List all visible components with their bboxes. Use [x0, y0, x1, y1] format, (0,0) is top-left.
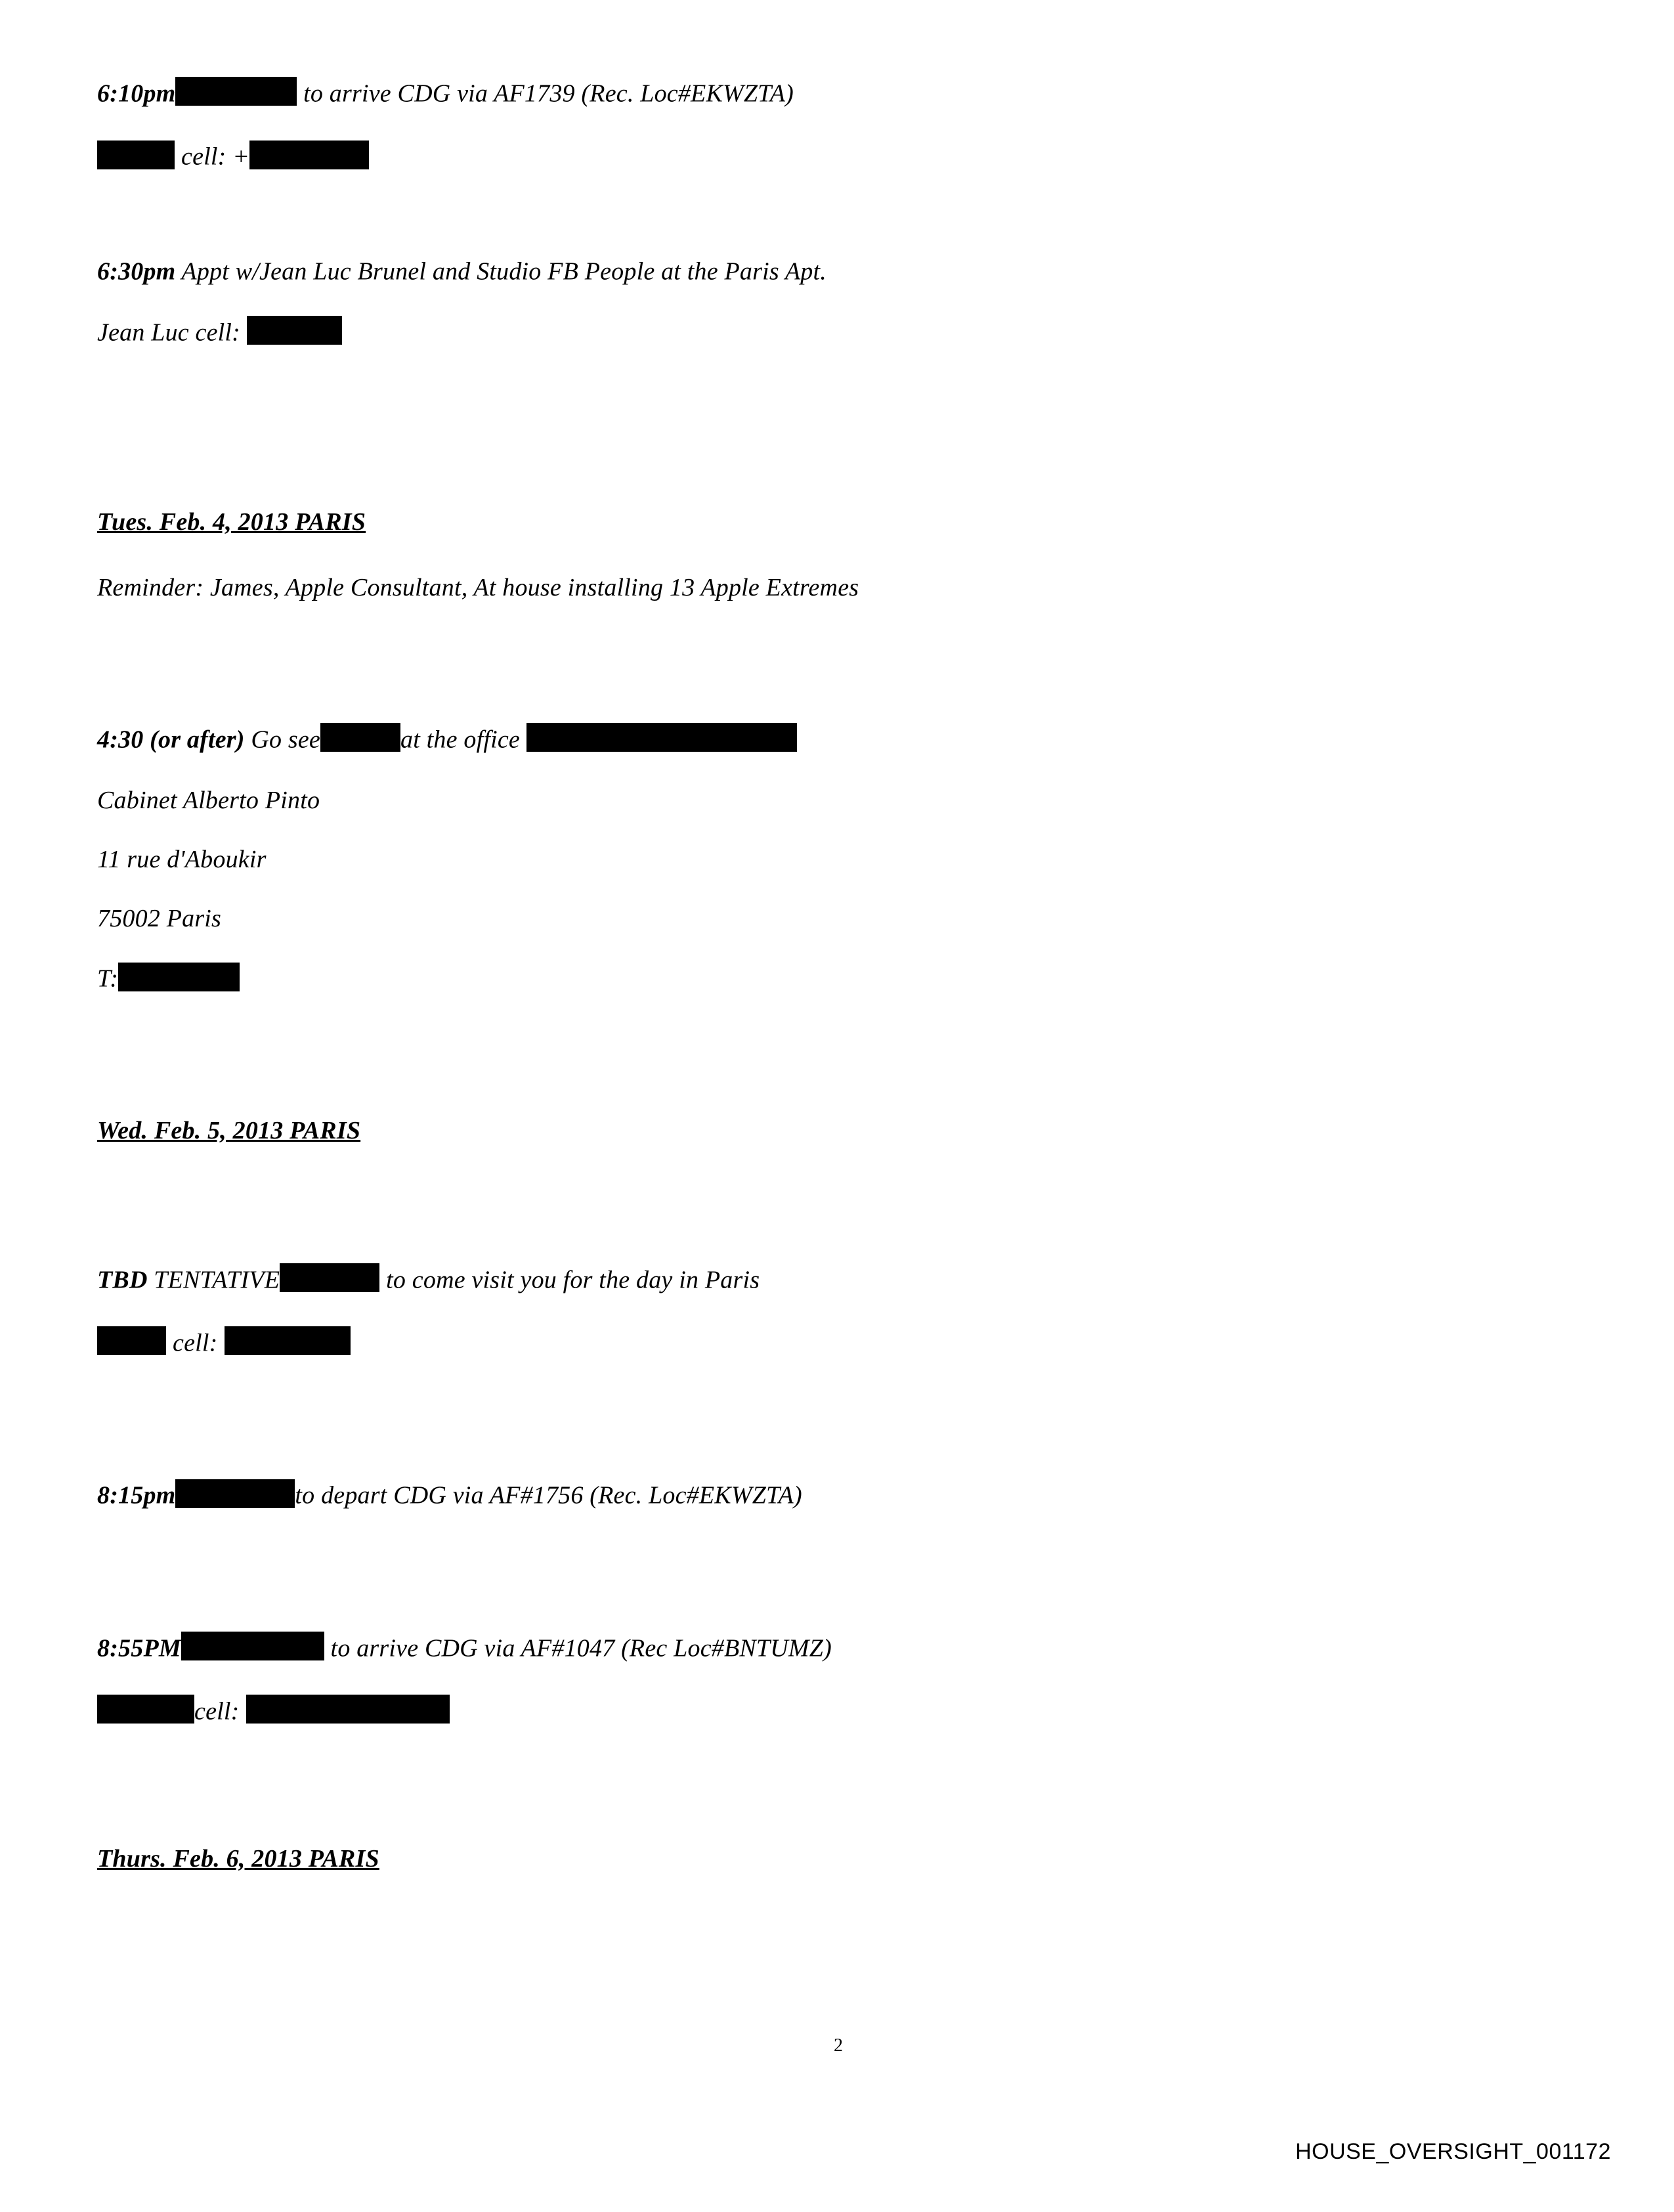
entry-jean-luc-cell — [97, 318, 1541, 347]
redaction-bar — [320, 723, 400, 752]
office-phone — [97, 964, 1541, 993]
date-heading-label: Tues. Feb. 4, 2013 PARIS — [97, 508, 366, 536]
date-heading-label: Wed. Feb. 5, 2013 PARIS — [97, 1116, 361, 1144]
redaction-bar — [181, 1632, 324, 1660]
reminder-line — [97, 575, 1541, 600]
entry-text-mid: Go see — [244, 726, 320, 754]
entry-tbd-cell — [97, 1328, 1541, 1357]
cell-label: Jean Luc cell: — [97, 318, 241, 347]
entry-text: to arrive CDG via AF1739 (Rec. Loc#EKWZTA) — [297, 79, 794, 108]
entry-time: 4:30 (or after) — [97, 726, 245, 754]
entry-8-15pm — [97, 1481, 1541, 1509]
address-text: Cabinet Alberto Pinto — [97, 787, 320, 815]
address-text: 75002 Paris — [97, 905, 222, 933]
heading-tuesday — [97, 510, 1541, 534]
entry-text-after: at the office — [400, 726, 520, 754]
redaction-bar — [225, 1326, 351, 1355]
date-heading-label: Thurs. Feb. 6, 2013 PARIS — [97, 1845, 379, 1873]
heading-thursday — [97, 1846, 1541, 1871]
entry-text: to arrive CDG via AF#1047 (Rec Loc#BNTUMZ) — [324, 1634, 832, 1662]
entry-time: 6:10pm — [97, 79, 176, 108]
entry-time: 8:15pm — [97, 1481, 176, 1509]
address-line-2 — [97, 847, 1541, 872]
redaction-bar — [280, 1263, 379, 1292]
cell-label: cell: — [173, 1329, 218, 1357]
bates-stamp: HOUSE_OVERSIGHT_001172 — [1295, 2139, 1611, 2164]
cell-label: cell: + — [181, 142, 250, 171]
address-text: 11 rue d'Aboukir — [97, 846, 267, 874]
entry-4-30-office — [97, 725, 1541, 754]
heading-wednesday — [97, 1118, 1541, 1143]
entry-text-mid: TENTATIVE — [147, 1265, 280, 1293]
redaction-bar — [175, 1479, 295, 1508]
redaction-bar — [97, 1695, 194, 1724]
page-number: 2 — [834, 2035, 843, 2056]
entry-time: 8:55PM — [97, 1634, 181, 1662]
redaction-bar — [249, 141, 369, 169]
entry-text: to depart CDG via AF#1756 (Rec. Loc#EKWZTA) — [295, 1481, 802, 1509]
entry-8-55pm — [97, 1634, 1541, 1662]
entry-6-30pm — [97, 257, 1541, 284]
redaction-bar — [526, 723, 797, 752]
entry-text-after: to come visit you for the day in Paris — [386, 1265, 760, 1293]
redaction-bar — [175, 77, 297, 106]
entry-text: Appt w/Jean Luc Brunel and Studio FB People at the Paris Apt. — [175, 257, 826, 285]
address-line-1 — [97, 788, 1541, 813]
document-body — [97, 79, 1541, 1871]
entry-8-55pm-cell — [97, 1697, 1541, 1725]
entry-tbd-tentative — [97, 1265, 1541, 1294]
redaction-bar — [247, 316, 342, 345]
entry-6-10pm — [97, 79, 1541, 108]
entry-6-10pm-cell — [97, 142, 1541, 171]
phone-label: T: — [97, 965, 119, 993]
redaction-bar — [246, 1695, 450, 1724]
entry-time: TBD — [97, 1265, 148, 1293]
reminder-text: Reminder: James, Apple Consultant, At house installing 13 Apple Extremes — [97, 574, 859, 602]
redaction-bar — [118, 963, 240, 991]
address-line-3 — [97, 906, 1541, 931]
redaction-bar — [97, 141, 175, 169]
cell-label: cell: — [194, 1697, 240, 1725]
entry-time: 6:30pm — [97, 257, 176, 285]
redaction-bar — [97, 1326, 166, 1355]
